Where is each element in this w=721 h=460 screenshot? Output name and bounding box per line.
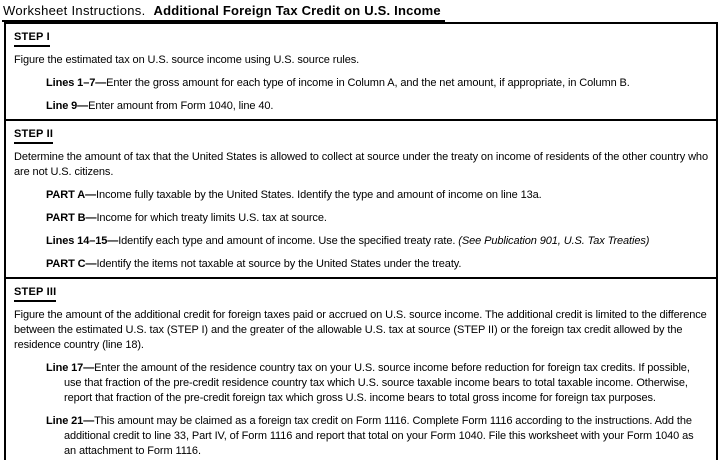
item-label: Lines 14–15— [46, 235, 119, 247]
instruction-item-line-21 [14, 414, 708, 459]
step-ii-intro: Determine the amount of tax that the United States is allowed to collect at source under the treaty on income of residents of the other country who are not U.S. citizens. [14, 151, 708, 178]
item-note: (See Publication 901, U.S. Tax Treaties) [458, 235, 650, 247]
item-label: PART B— [46, 212, 97, 224]
item-label: Lines 1–7— [46, 77, 107, 89]
section-step-iii [6, 277, 716, 460]
item-label: Line 9— [46, 100, 89, 112]
title-main: Additional Foreign Tax Credit on U.S. Income [153, 3, 441, 18]
section-step-i [6, 24, 716, 119]
step-ii-heading: STEP II [14, 128, 53, 144]
instructions-box [4, 22, 718, 460]
item-text: This amount may be claimed as a foreign tax credit on Form 1116. Complete Form 1116 according to the instructions. Add the additional credit to line 33, Part IV, of Form 1116 and report that total on your Form 1040. File this worksheet with your Form 1040 as an attachment to Form 1116. [64, 415, 694, 457]
item-text: Enter amount from Form 1040, line 40. [88, 100, 274, 112]
instruction-item-part-b [14, 211, 708, 226]
item-text: Enter the amount of the residence country tax on your U.S. source income before reduction for foreign tax credits. If possible, use that fraction of the pre-credit residence country tax which U.S. source taxable income bears to total taxable income. Otherwise, report that fraction of the pre-credit foreign tax which gross U.S. income bears to total gross income for foreign tax purposes. [64, 362, 690, 404]
instruction-item-lines-1-7 [14, 76, 708, 91]
title-prefix: Worksheet Instructions. [3, 3, 146, 18]
instruction-item-part-a [14, 188, 708, 203]
instruction-item-part-c [14, 257, 708, 272]
item-text: Income for which treaty limits U.S. tax at source. [96, 212, 327, 224]
item-text: Income fully taxable by the United States. Identify the type and amount of income on line 13a. [96, 189, 542, 201]
item-label: Line 21— [46, 415, 95, 427]
step-iii-heading: STEP III [14, 286, 56, 302]
step-i-intro: Figure the estimated tax on U.S. source income using U.S. source rules. [14, 54, 360, 66]
page-title [2, 3, 445, 22]
instruction-item-line-9 [14, 99, 708, 114]
item-text: Enter the gross amount for each type of income in Column A, and the net amount, if appropriate, in Column B. [106, 77, 630, 89]
instruction-item-line-17 [14, 361, 708, 406]
item-label: PART A— [46, 189, 97, 201]
item-text: Identify the items not taxable at source by the United States under the treaty. [96, 258, 462, 270]
step-iii-intro: Figure the amount of the additional credit for foreign taxes paid or accrued on U.S. source income. The additional credit is limited to the difference between the estimated U.S. tax (STEP I) and the greater of the allowable U.S. tax at source (STEP II) or the foreign tax credit allowed by the residence country (line 18). [14, 309, 707, 351]
section-step-ii [6, 119, 716, 277]
step-i-heading: STEP I [14, 31, 50, 47]
instruction-item-lines-14-15 [14, 234, 708, 249]
item-label: Line 17— [46, 362, 95, 374]
item-label: PART C— [46, 258, 97, 270]
item-text: Identify each type and amount of income. Use the specified treaty rate. [118, 235, 459, 247]
